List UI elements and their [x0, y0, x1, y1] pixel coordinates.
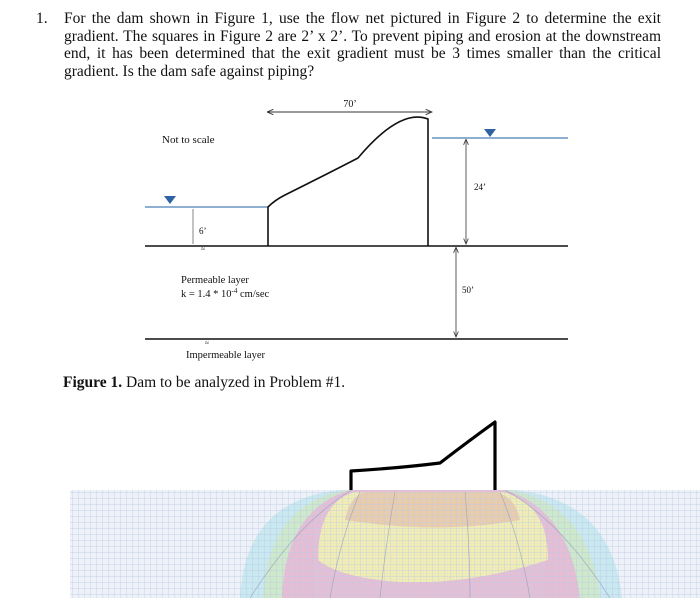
dim-70-label: 70’ — [343, 99, 357, 110]
problem-number: 1. — [36, 10, 48, 27]
dim-6-label: 6’ — [199, 226, 207, 236]
figure-1-diagram — [145, 99, 568, 361]
impermeable-hatch-mark: ≈ — [205, 339, 209, 347]
dam-outline — [268, 117, 428, 246]
downstream-water-triangle-icon — [164, 196, 176, 204]
figure-2-flow-net — [70, 422, 700, 598]
problem-text: For the dam shown in Figure 1, use the flow net pictured in Figure 2 to determine the exit gradient. The squares in Figure 2 are 2’ x 2’. To prevent piping and erosion at the downstream end, it has been determined that the exit gradient must be 3 times smaller than the critical gradient. Is the dam safe against piping? — [64, 10, 661, 80]
dim-50-label: 50’ — [462, 285, 474, 295]
dim-24-label: 24’ — [474, 182, 486, 192]
permeable-layer-title: Permeable layer — [181, 275, 249, 286]
flow-net-dam-outline — [351, 422, 495, 490]
upstream-water-triangle-icon — [484, 129, 496, 137]
ground-hatch-mark: ≈ — [201, 245, 205, 253]
permeable-layer-k: $k = 1.4 * 10^{-4}$ cm/sec — [181, 287, 270, 300]
figure-1-caption-label: Figure 1. — [63, 374, 123, 391]
figure-1-caption — [63, 374, 345, 392]
figure-1-caption-text: Dam to be analyzed in Problem #1. — [122, 374, 346, 391]
not-to-scale-label: Not to scale — [162, 134, 215, 146]
mesh-grid-refined — [315, 490, 545, 598]
impermeable-layer-label: Impermeable layer — [186, 350, 265, 361]
